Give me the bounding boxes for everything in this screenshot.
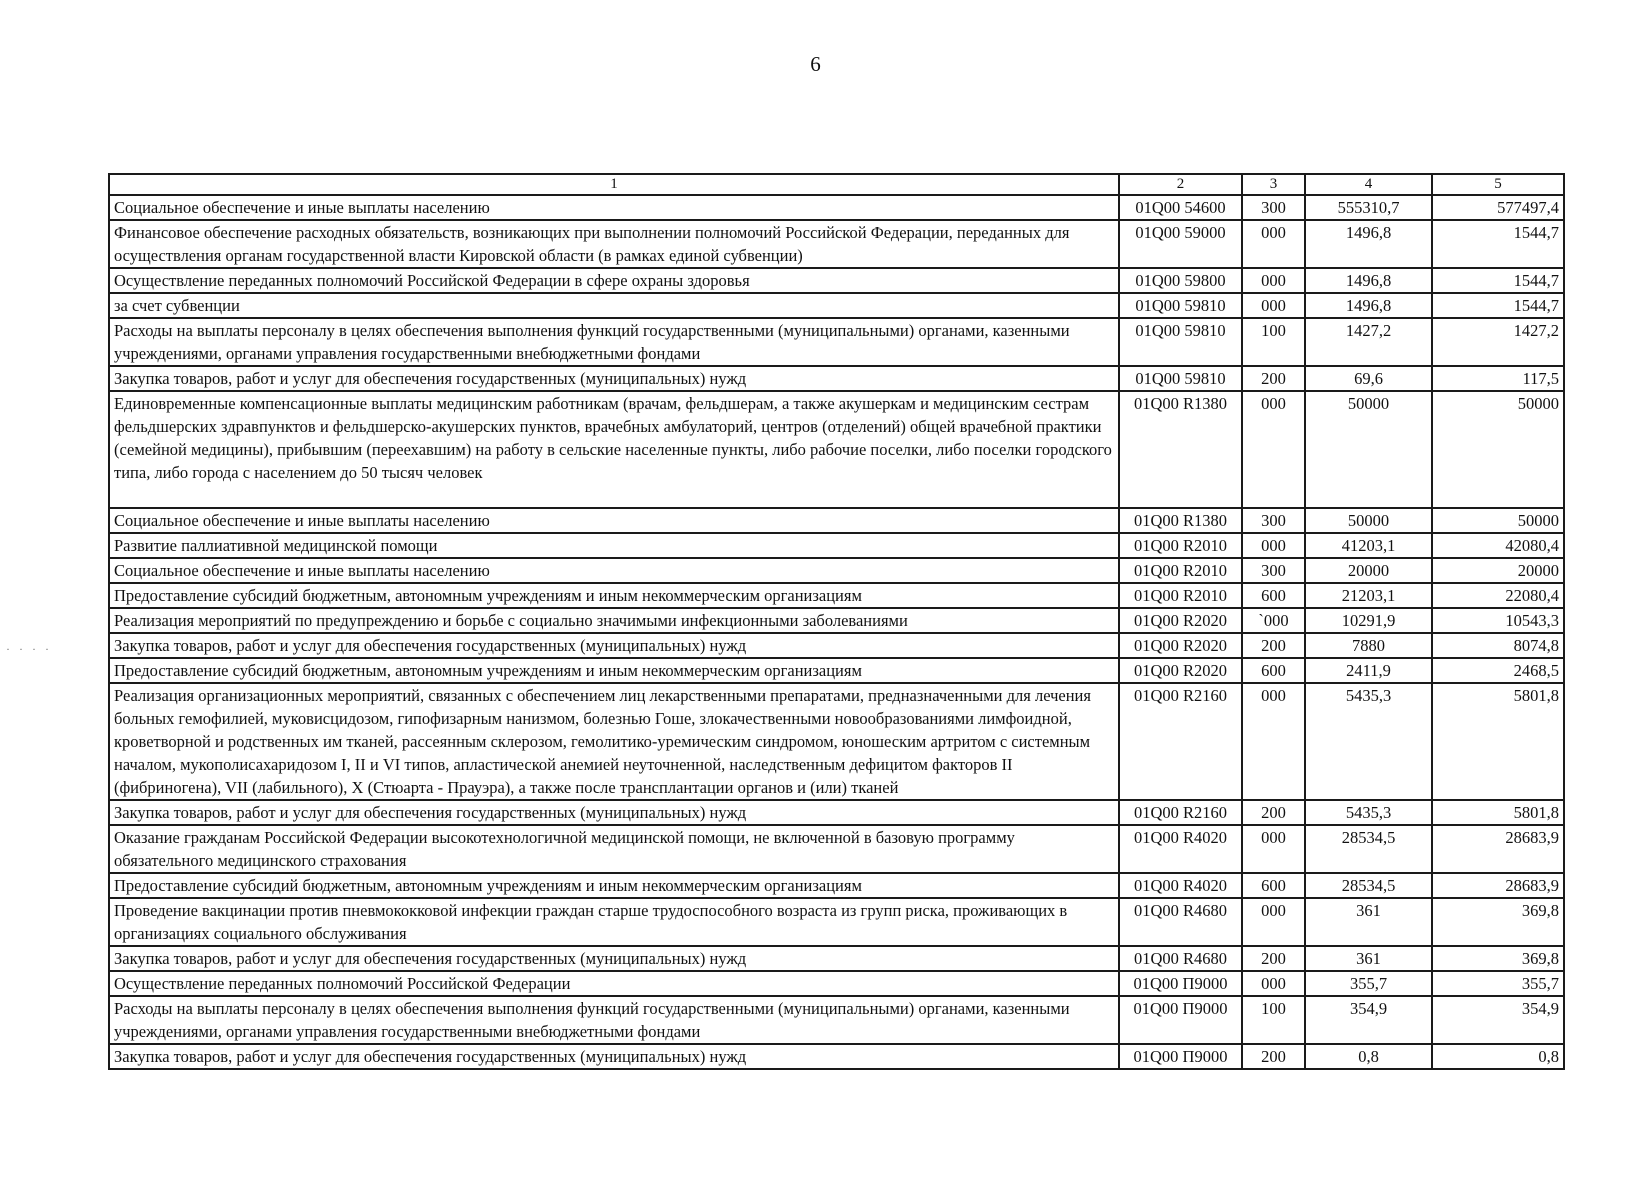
row-code-cell: 01Q00 54600 — [1119, 195, 1242, 220]
row-value-col4-cell: 354,9 — [1305, 996, 1432, 1044]
row-code-cell: 01Q00 R1380 — [1119, 508, 1242, 533]
row-type-cell: 200 — [1242, 633, 1305, 658]
row-code-cell: 01Q00 П9000 — [1119, 971, 1242, 996]
row-value-col4-cell: 361 — [1305, 946, 1432, 971]
row-value-col5-cell: 577497,4 — [1432, 195, 1564, 220]
row-value-col5-cell: 50000 — [1432, 508, 1564, 533]
row-type-cell: 300 — [1242, 508, 1305, 533]
row-type-cell: `000 — [1242, 608, 1305, 633]
row-code-cell: 01Q00 R2020 — [1119, 658, 1242, 683]
row-value-col4-cell: 50000 — [1305, 508, 1432, 533]
row-value-col5-cell: 5801,8 — [1432, 800, 1564, 825]
row-code-cell: 01Q00 R2010 — [1119, 583, 1242, 608]
row-value-col5-cell: 1544,7 — [1432, 293, 1564, 318]
table-body — [109, 195, 1564, 1069]
row-name-cell: Проведение вакцинации против пневмококковой инфекции граждан старше трудоспособного возраста из групп риска, проживающих в организациях социального обслуживания — [109, 898, 1119, 946]
header-cell: 3 — [1242, 174, 1305, 195]
table-row — [109, 608, 1564, 633]
row-value-col5-cell: 1544,7 — [1432, 268, 1564, 293]
row-value-col4-cell: 69,6 — [1305, 366, 1432, 391]
table-row — [109, 366, 1564, 391]
header-cell: 1 — [109, 174, 1119, 195]
row-code-cell: 01Q00 59810 — [1119, 366, 1242, 391]
row-value-col5-cell: 20000 — [1432, 558, 1564, 583]
table-row — [109, 391, 1564, 508]
row-code-cell: 01Q00 R2020 — [1119, 608, 1242, 633]
row-name-cell: Закупка товаров, работ и услуг для обеспечения государственных (муниципальных) нужд — [109, 1044, 1119, 1069]
row-value-col5-cell: 369,8 — [1432, 946, 1564, 971]
row-type-cell: 000 — [1242, 825, 1305, 873]
row-value-col5-cell: 2468,5 — [1432, 658, 1564, 683]
row-type-cell: 200 — [1242, 800, 1305, 825]
row-name-cell: Осуществление переданных полномочий Российской Федерации в сфере охраны здоровья — [109, 268, 1119, 293]
table-row — [109, 633, 1564, 658]
row-value-col4-cell: 21203,1 — [1305, 583, 1432, 608]
row-value-col5-cell: 355,7 — [1432, 971, 1564, 996]
row-value-col4-cell: 2411,9 — [1305, 658, 1432, 683]
row-value-col4-cell: 28534,5 — [1305, 873, 1432, 898]
table-row — [109, 971, 1564, 996]
row-type-cell: 100 — [1242, 996, 1305, 1044]
row-value-col4-cell: 0,8 — [1305, 1044, 1432, 1069]
table-row — [109, 533, 1564, 558]
row-type-cell: 000 — [1242, 268, 1305, 293]
row-value-col4-cell: 20000 — [1305, 558, 1432, 583]
table-row — [109, 873, 1564, 898]
row-value-col4-cell: 28534,5 — [1305, 825, 1432, 873]
row-name-cell: Расходы на выплаты персоналу в целях обеспечения выполнения функций государственными (муниципальными) органами, казенными учреждениями, органами управления государственными внебюджетными фондами — [109, 996, 1119, 1044]
table-row — [109, 946, 1564, 971]
row-name-cell: Осуществление переданных полномочий Российской Федерации — [109, 971, 1119, 996]
table-row — [109, 825, 1564, 873]
row-name-cell: за счет субвенции — [109, 293, 1119, 318]
row-code-cell: 01Q00 R4020 — [1119, 873, 1242, 898]
row-code-cell: 01Q00 R4680 — [1119, 898, 1242, 946]
row-name-cell: Оказание гражданам Российской Федерации высокотехнологичной медицинской помощи, не включенной в базовую программу обязательного медицинского страхования — [109, 825, 1119, 873]
row-type-cell: 300 — [1242, 195, 1305, 220]
row-value-col5-cell: 28683,9 — [1432, 873, 1564, 898]
table-header-row — [109, 174, 1564, 195]
table-row — [109, 583, 1564, 608]
row-code-cell: 01Q00 R2010 — [1119, 558, 1242, 583]
row-type-cell: 000 — [1242, 293, 1305, 318]
row-type-cell: 200 — [1242, 946, 1305, 971]
table-row — [109, 683, 1564, 800]
row-value-col4-cell: 5435,3 — [1305, 683, 1432, 800]
table-row — [109, 220, 1564, 268]
row-name-cell: Социальное обеспечение и иные выплаты населению — [109, 508, 1119, 533]
row-value-col5-cell: 5801,8 — [1432, 683, 1564, 800]
row-type-cell: 600 — [1242, 873, 1305, 898]
row-code-cell: 01Q00 R4680 — [1119, 946, 1242, 971]
header-cell: 5 — [1432, 174, 1564, 195]
row-type-cell: 000 — [1242, 971, 1305, 996]
row-value-col5-cell: 0,8 — [1432, 1044, 1564, 1069]
table-row — [109, 658, 1564, 683]
row-code-cell: 01Q00 R2160 — [1119, 683, 1242, 800]
row-value-col4-cell: 355,7 — [1305, 971, 1432, 996]
row-value-col5-cell: 8074,8 — [1432, 633, 1564, 658]
row-type-cell: 000 — [1242, 220, 1305, 268]
row-type-cell: 000 — [1242, 533, 1305, 558]
row-code-cell: 01Q00 П9000 — [1119, 996, 1242, 1044]
row-type-cell: 300 — [1242, 558, 1305, 583]
table-row — [109, 195, 1564, 220]
page-number: 6 — [810, 52, 821, 76]
row-type-cell: 100 — [1242, 318, 1305, 366]
row-value-col5-cell: 50000 — [1432, 391, 1564, 508]
table-row — [109, 268, 1564, 293]
row-name-cell: Социальное обеспечение и иные выплаты населению — [109, 195, 1119, 220]
row-value-col4-cell: 10291,9 — [1305, 608, 1432, 633]
row-code-cell: 01Q00 59800 — [1119, 268, 1242, 293]
row-value-col4-cell: 1496,8 — [1305, 268, 1432, 293]
row-name-cell: Социальное обеспечение и иные выплаты населению — [109, 558, 1119, 583]
row-value-col5-cell: 22080,4 — [1432, 583, 1564, 608]
table-row — [109, 996, 1564, 1044]
row-name-cell: Закупка товаров, работ и услуг для обеспечения государственных (муниципальных) нужд — [109, 946, 1119, 971]
row-name-cell: Предоставление субсидий бюджетным, автономным учреждениям и иным некоммерческим организациям — [109, 583, 1119, 608]
row-code-cell: 01Q00 R2160 — [1119, 800, 1242, 825]
row-name-cell: Предоставление субсидий бюджетным, автономным учреждениям и иным некоммерческим организациям — [109, 658, 1119, 683]
row-value-col5-cell: 42080,4 — [1432, 533, 1564, 558]
row-value-col4-cell: 555310,7 — [1305, 195, 1432, 220]
row-name-cell: Развитие паллиативной медицинской помощи — [109, 533, 1119, 558]
row-value-col4-cell: 1496,8 — [1305, 220, 1432, 268]
row-code-cell: 01Q00 П9000 — [1119, 1044, 1242, 1069]
table-row — [109, 898, 1564, 946]
header-cell: 2 — [1119, 174, 1242, 195]
row-type-cell: 600 — [1242, 658, 1305, 683]
budget-table — [108, 173, 1565, 1070]
budget-table-container — [108, 173, 1563, 1070]
row-code-cell: 01Q00 59810 — [1119, 293, 1242, 318]
row-type-cell: 600 — [1242, 583, 1305, 608]
table-row — [109, 293, 1564, 318]
row-name-cell: Реализация организационных мероприятий, связанных с обеспечением лиц лекарственными препаратами, предназначенными для лечения больных гемофилией, муковисцидозом, гипофизарным нанизмом, болезнью Гоше, злокачественными новообразованиями лимфоидной, кроветворной и родственных им тканей, рассеянным склерозом, гемолитико-уремическим синдромом, юношеским артритом с системным началом, мукополисахаридозом I, II и VI типов, апластической анемией неуточненной, наследственным дефицитом факторов II (фибриногена), VII (лабильного), X (Стюарта - Прауэра), а также после трансплантации органов и (или) тканей — [109, 683, 1119, 800]
row-name-cell: Закупка товаров, работ и услуг для обеспечения государственных (муниципальных) нужд — [109, 633, 1119, 658]
row-value-col4-cell: 41203,1 — [1305, 533, 1432, 558]
row-name-cell: Закупка товаров, работ и услуг для обеспечения государственных (муниципальных) нужд — [109, 800, 1119, 825]
row-name-cell: Финансовое обеспечение расходных обязательств, возникающих при выполнении полномочий Российской Федерации, переданных для осуществления органам государственной власти Кировской области (в рамках единой субвенции) — [109, 220, 1119, 268]
table-row — [109, 800, 1564, 825]
scan-artifact: · · · · — [6, 642, 52, 656]
row-value-col4-cell: 50000 — [1305, 391, 1432, 508]
row-value-col5-cell: 354,9 — [1432, 996, 1564, 1044]
row-type-cell: 000 — [1242, 391, 1305, 508]
row-type-cell: 200 — [1242, 1044, 1305, 1069]
table-row — [109, 318, 1564, 366]
row-name-cell: Расходы на выплаты персоналу в целях обеспечения выполнения функций государственными (муниципальными) органами, казенными учреждениями, органами управления государственными внебюджетными фондами — [109, 318, 1119, 366]
row-code-cell: 01Q00 59810 — [1119, 318, 1242, 366]
row-code-cell: 01Q00 R1380 — [1119, 391, 1242, 508]
row-value-col4-cell: 1496,8 — [1305, 293, 1432, 318]
row-value-col5-cell: 10543,3 — [1432, 608, 1564, 633]
row-name-cell: Предоставление субсидий бюджетным, автономным учреждениям и иным некоммерческим организациям — [109, 873, 1119, 898]
row-name-cell: Единовременные компенсационные выплаты медицинским работникам (врачам, фельдшерам, а также акушеркам и медицинским сестрам фельдшерских здравпунктов и фельдшерско-акушерских пунктов, врачебных амбулаторий, центров (отделений) общей врачебной практики (семейной медицины), прибывшим (переехавшим) на работу в сельские населенные пункты, либо рабочие поселки, либо поселки городского типа, либо города с населением до 50 тысяч человек — [109, 391, 1119, 508]
row-value-col4-cell: 7880 — [1305, 633, 1432, 658]
row-value-col5-cell: 1427,2 — [1432, 318, 1564, 366]
row-type-cell: 200 — [1242, 366, 1305, 391]
row-code-cell: 01Q00 R4020 — [1119, 825, 1242, 873]
table-row — [109, 558, 1564, 583]
row-value-col5-cell: 369,8 — [1432, 898, 1564, 946]
row-name-cell: Закупка товаров, работ и услуг для обеспечения государственных (муниципальных) нужд — [109, 366, 1119, 391]
row-type-cell: 000 — [1242, 683, 1305, 800]
row-code-cell: 01Q00 59000 — [1119, 220, 1242, 268]
row-value-col4-cell: 361 — [1305, 898, 1432, 946]
row-value-col4-cell: 5435,3 — [1305, 800, 1432, 825]
row-name-cell: Реализация мероприятий по предупреждению и борьбе с социально значимыми инфекционными заболеваниями — [109, 608, 1119, 633]
row-code-cell: 01Q00 R2020 — [1119, 633, 1242, 658]
row-value-col4-cell: 1427,2 — [1305, 318, 1432, 366]
header-cell: 4 — [1305, 174, 1432, 195]
row-value-col5-cell: 1544,7 — [1432, 220, 1564, 268]
table-row — [109, 508, 1564, 533]
row-code-cell: 01Q00 R2010 — [1119, 533, 1242, 558]
row-type-cell: 000 — [1242, 898, 1305, 946]
row-value-col5-cell: 28683,9 — [1432, 825, 1564, 873]
table-row — [109, 1044, 1564, 1069]
row-value-col5-cell: 117,5 — [1432, 366, 1564, 391]
